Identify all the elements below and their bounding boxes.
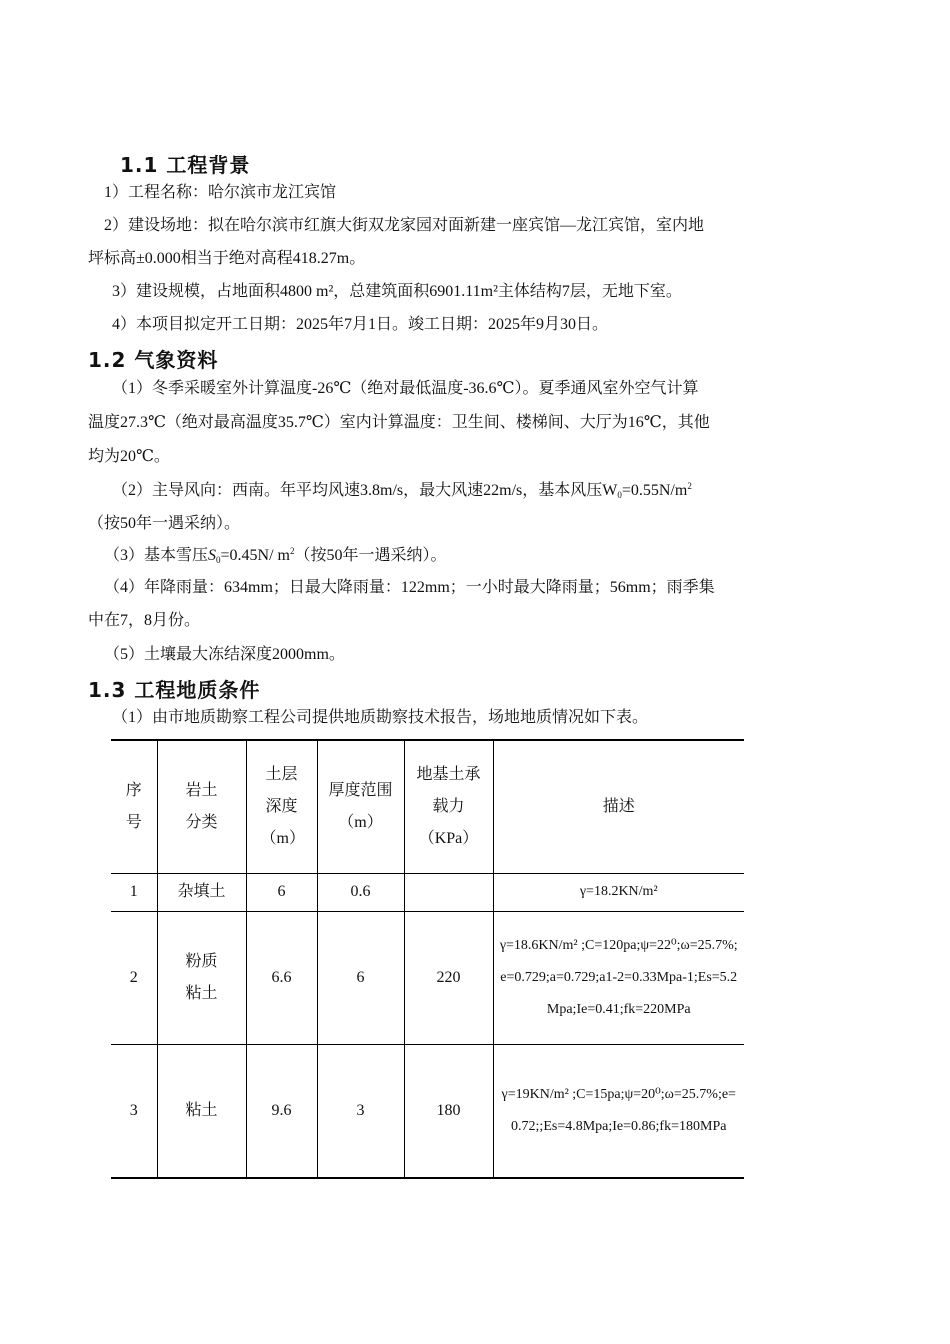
paragraph-project-name: 1）工程名称：哈尔滨市龙江宾馆 — [104, 184, 337, 201]
paragraph-geology: （1）由市地质勘察工程公司提供地质勘察技术报告，场地地质情况如下表。 — [112, 709, 649, 726]
paragraph-temp-line3: 均为20℃。 — [88, 448, 170, 465]
snow-subscript: 0 — [216, 555, 221, 565]
header-type: 岩土分类 — [157, 740, 246, 873]
paragraph-frost: （5）土壤最大冻结深度2000mm。 — [104, 646, 345, 663]
cell-desc: γ=18.6KN/m² ;C=120pa;ψ=22⁰;ω=25.7%;e=0.729;a=0.729;a1-2=0.33Mpa-1;Es=5.2Mpa;Ie=0.41;fk=220MPa — [493, 911, 744, 1044]
paragraph-scale: 3）建设规模，占地面积4800 m²，总建筑面积6901.11m²主体结构7层，无地下室。 — [112, 283, 682, 300]
table-row — [111, 1044, 744, 1178]
cell-type: 粘土 — [157, 1044, 246, 1178]
header-bearing: 地基土承载力（KPa） — [404, 740, 493, 873]
geology-table — [111, 739, 744, 1179]
wind-superscript: 2 — [687, 481, 692, 491]
cell-depth: 6 — [246, 873, 317, 911]
wind-value: =0.55N/m — [621, 482, 688, 499]
section-heading-1-2: 1.2 气象资料 — [88, 348, 219, 372]
cell-thickness: 3 — [317, 1044, 404, 1178]
header-thickness: 厚度范围（m） — [317, 740, 404, 873]
table-header-row — [111, 740, 744, 873]
snow-superscript: 2 — [289, 546, 295, 556]
cell-type: 杂填土 — [157, 873, 246, 911]
header-desc: 描述 — [493, 740, 744, 873]
cell-bearing: 180 — [404, 1044, 493, 1178]
snow-text: （3）基本雪压 — [104, 547, 209, 564]
header-no: 序号 — [111, 740, 157, 873]
paragraph-site-line1: 2）建设场地：拟在哈尔滨市红旗大街双龙家园对面新建一座宾馆—龙江宾馆，室内地 — [104, 217, 705, 234]
paragraph-site-line2: 坪标高±0.000相当于绝对高程418.27m。 — [88, 250, 366, 267]
cell-thickness: 0.6 — [317, 873, 404, 911]
section-heading-1-3: 1.3 工程地质条件 — [88, 678, 261, 702]
snow-symbol: S — [208, 547, 217, 564]
paragraph-rain-line1: （4）年降雨量：634mm；日最大降雨量：122mm；一小时最大降雨量；56mm；雨季集 — [104, 579, 715, 596]
wind-text: （2）主导风向：西南。年平均风速3.8m/s，最大风速22m/s，基本风压W — [112, 482, 618, 499]
paragraph-schedule: 4）本项目拟定开工日期：2025年7月1日。竣工日期：2025年9月30日。 — [112, 316, 609, 333]
paragraph-temp-line1: （1）冬季采暖室外计算温度-26℃（绝对最低温度-36.6℃）。夏季通风室外空气计算 — [112, 380, 699, 397]
cell-bearing: 220 — [404, 911, 493, 1044]
table-row — [111, 873, 744, 911]
cell-no: 2 — [111, 911, 157, 1044]
cell-no: 1 — [111, 873, 157, 911]
table-row — [111, 911, 744, 1044]
header-depth: 土层深度（m） — [246, 740, 317, 873]
cell-desc: γ=18.2KN/m² — [493, 873, 744, 911]
cell-type: 粉质粘土 — [157, 911, 246, 1044]
paragraph-wind-line2: （按50年一遇采纳）。 — [88, 515, 241, 532]
wind-subscript: 0 — [617, 490, 622, 500]
cell-depth: 6.6 — [246, 911, 317, 1044]
snow-value: =0.45N/ m — [220, 547, 290, 564]
cell-depth: 9.6 — [246, 1044, 317, 1178]
cell-desc: γ=19KN/m² ;C=15pa;ψ=20⁰;ω=25.7%;e=0.72;;Es=4.8Mpa;Ie=0.86;fk=180MPa — [493, 1044, 744, 1178]
cell-thickness: 6 — [317, 911, 404, 1044]
paragraph-snow — [104, 546, 447, 566]
section-heading-1-1: 1.1 工程背景 — [120, 153, 251, 177]
cell-bearing — [404, 873, 493, 911]
paragraph-temp-line2: 温度27.3℃（绝对最高温度35.7℃）室内计算温度：卫生间、楼梯间、大厅为16℃，其他 — [88, 414, 710, 431]
paragraph-wind-line1 — [112, 481, 692, 501]
paragraph-rain-line2: 中在7，8月份。 — [88, 612, 201, 629]
cell-no: 3 — [111, 1044, 157, 1178]
snow-tail: （按50年一遇采纳）。 — [294, 547, 447, 564]
